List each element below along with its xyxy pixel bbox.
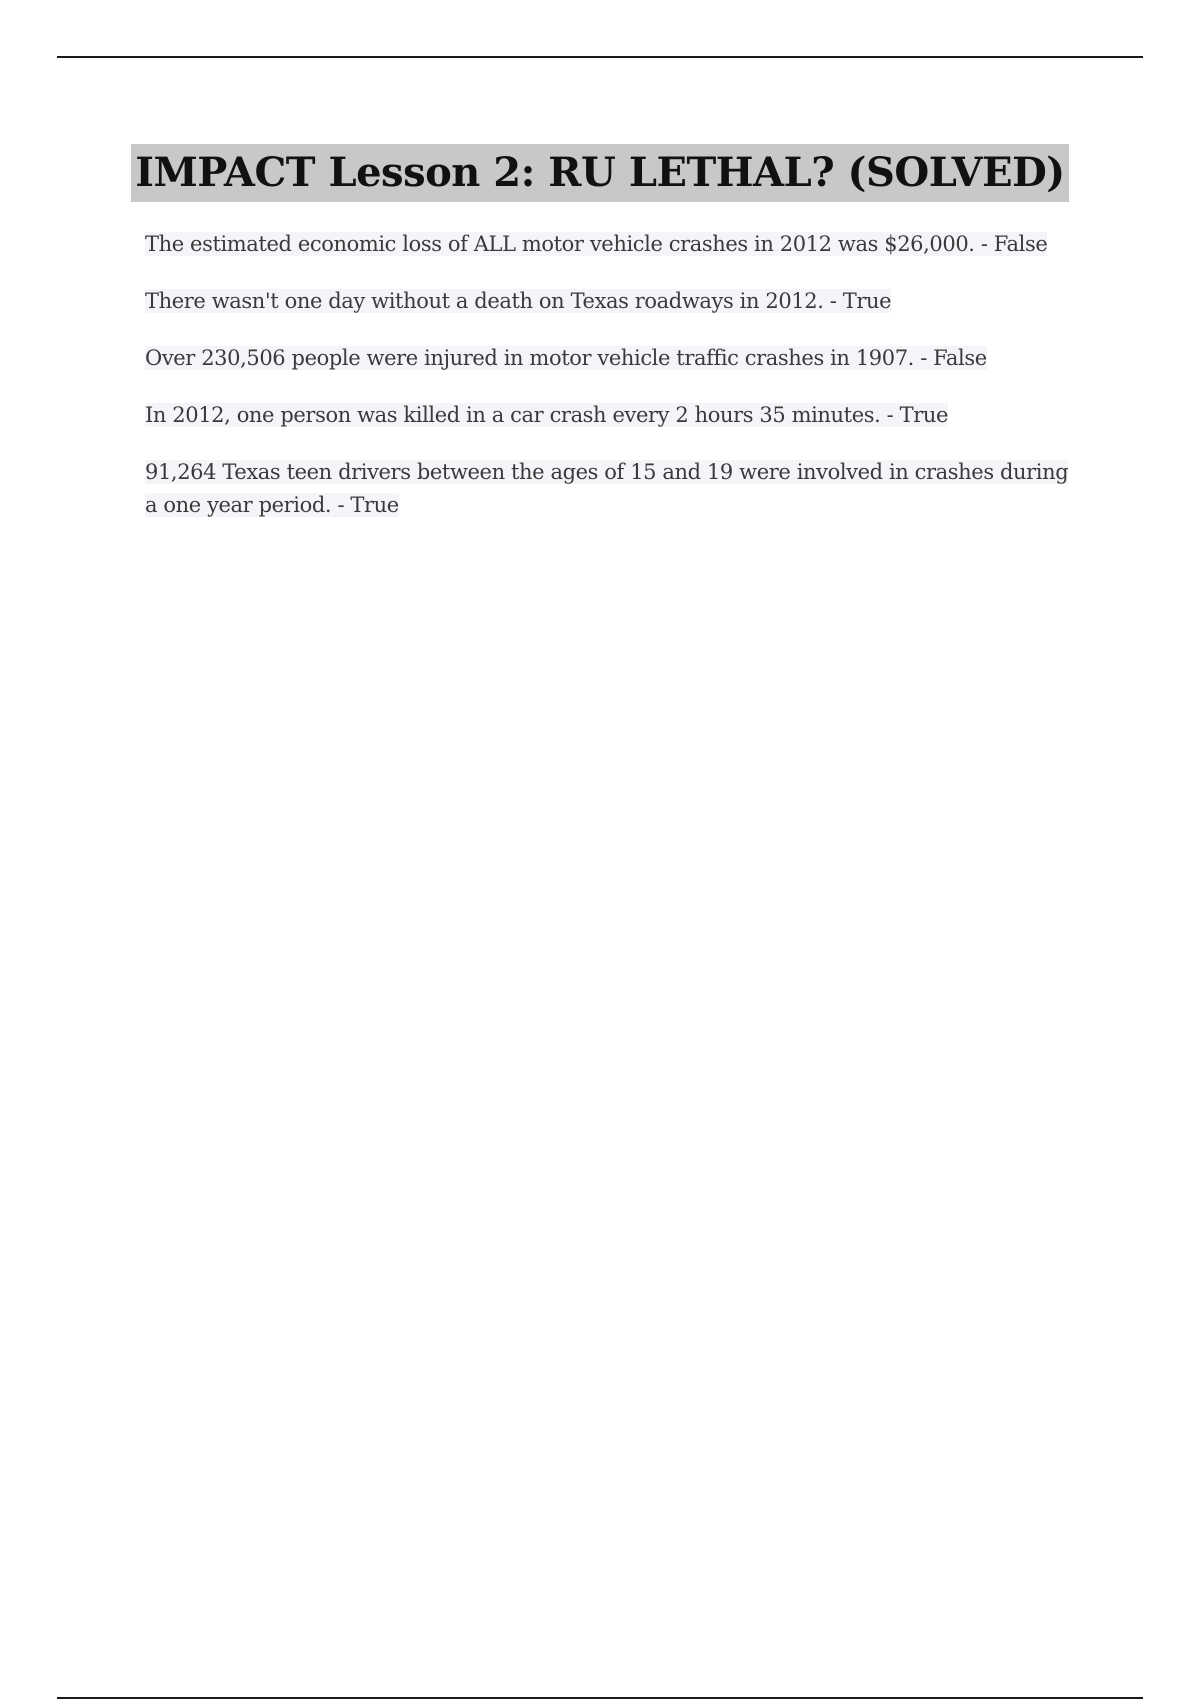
bottom-rule bbox=[57, 1697, 1143, 1699]
qa-item bbox=[145, 228, 1085, 261]
qa-item bbox=[145, 285, 1085, 318]
top-rule bbox=[57, 56, 1143, 58]
qa-item-text: 91,264 Texas teen drivers between the ages of 15 and 19 were involved in crashes during a one year period. - True bbox=[145, 460, 1069, 517]
title-container bbox=[0, 144, 1200, 202]
qa-item bbox=[145, 456, 1085, 522]
qa-item-text: In 2012, one person was killed in a car crash every 2 hours 35 minutes. - True bbox=[145, 403, 949, 427]
qa-list bbox=[145, 228, 1085, 546]
qa-item bbox=[145, 342, 1085, 375]
qa-item-text: The estimated economic loss of ALL motor vehicle crashes in 2012 was $26,000. - False bbox=[145, 232, 1048, 256]
qa-item-text: Over 230,506 people were injured in motor vehicle traffic crashes in 1907. - False bbox=[145, 346, 987, 370]
qa-item bbox=[145, 399, 1085, 432]
page-title: IMPACT Lesson 2: RU LETHAL? (SOLVED) bbox=[131, 144, 1068, 202]
qa-item-text: There wasn't one day without a death on Texas roadways in 2012. - True bbox=[145, 289, 892, 313]
